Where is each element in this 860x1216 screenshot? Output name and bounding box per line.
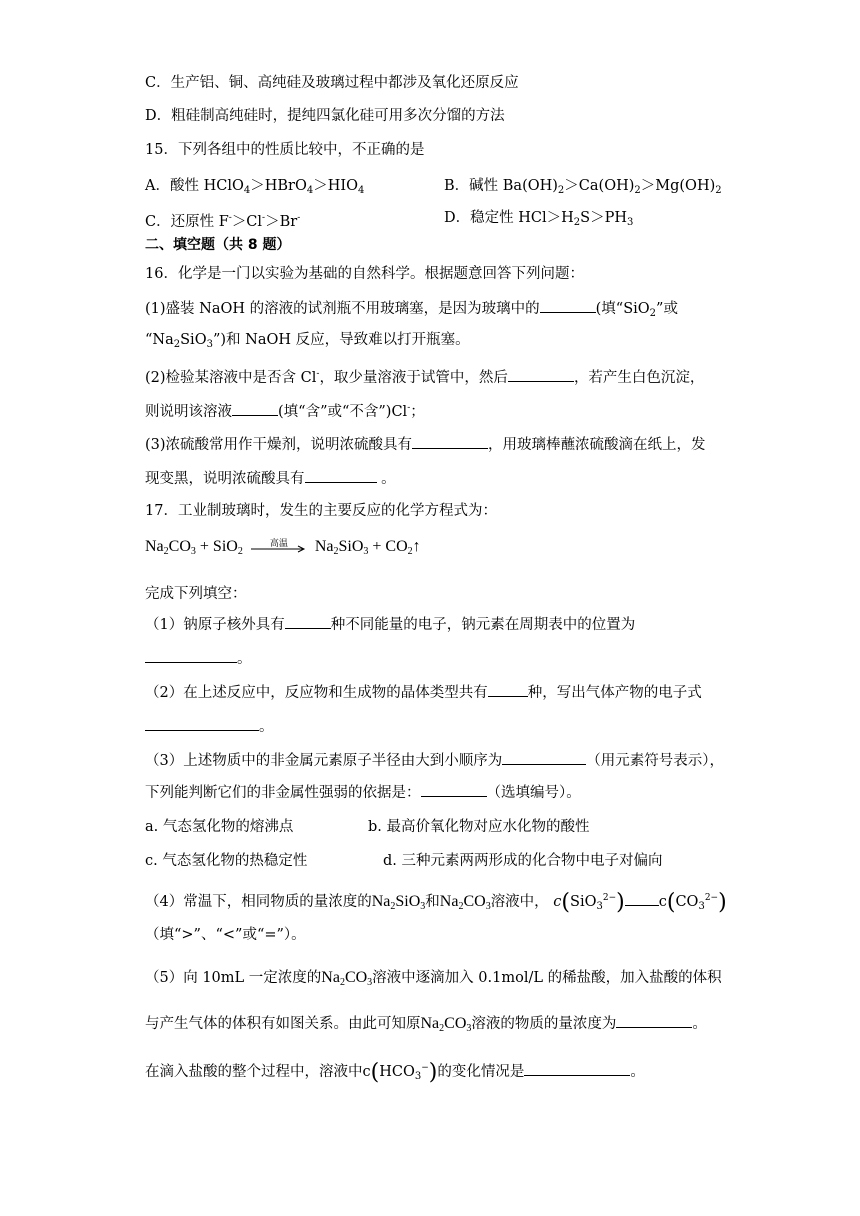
q15-option-a: A．酸性 $HClO_4>HBrO_4>HIO_4$ — [145, 178, 365, 196]
q16-part2-line1: (2)检验某溶液中是否含 Cl-，取少量溶液于试管中，然后 ，若产生白色沉淀， — [145, 369, 705, 386]
q16-part3-line2: 现变黑，说明浓硫酸具有 。 — [145, 468, 396, 489]
chemical-equation: $Na_2CO_3 + SiO_2$ 高温 $Na_2SiO_3$ + $CO_2↑$ — [145, 538, 421, 557]
choice-b: b. 最高价氧化物对应水化物的酸性 — [368, 819, 590, 835]
q17-part3-line1: （3）上述物质中的非金属元素原子半径由大到小顺序为 （用元素符号表示）， — [145, 750, 724, 771]
question-15: 15．下列各组中的性质比较中，不正确的是 — [145, 142, 425, 158]
q16-part1-line1: (1)盛装 NaOH 的溶液的试剂瓶不用玻璃塞，是因为玻璃中的 (填“SiO$_2$”或 — [145, 298, 678, 324]
section-heading: 二、填空题（共 8 题） — [145, 237, 291, 253]
q16-part1-line2: “$Na_2SiO_3$”)和 NaOH 反应，导致难以打开瓶塞。 — [145, 332, 470, 350]
q17-part2-line1: （2）在上述反应中，反应物和生成物的晶体类型共有 种，写出气体产物的电子式 — [145, 682, 702, 703]
question-16: 16．化学是一门以实验为基础的自然科学。根据题意回答下列问题： — [145, 266, 584, 282]
q15-option-c: C．还原性 F-＞Cl-＞Br- — [145, 213, 301, 230]
q17-part1-line1: （1）钠原子核外具有 种不同能量的电子，钠元素在周期表中的位置为 — [145, 614, 635, 635]
q17-part3-line2: 下列能判断它们的非金属性强弱的依据是： （选填编号）。 — [145, 782, 581, 803]
q17-part5-line2: 与产生气体的体积有如图关系。由此可知原$Na_2CO_3$溶液的物质的量浓度为 。 — [145, 1015, 707, 1034]
q16-part3-line1: (3)浓硫酸常用作干燥剂，说明浓硫酸具有 ，用玻璃棒蘸浓硫酸滴在纸上，发 — [145, 434, 706, 455]
q17-part5-line1: （5）向 10mL 一定浓度的$Na_2CO_3$溶液中逐滴加入 0.1mol/L 的稀盐酸，加入盐酸的体积 — [145, 969, 722, 988]
fill-instruction: 完成下列填空： — [145, 586, 247, 602]
option-d-text: D．粗硅制高纯硅时，提纯四氯化硅可用多次分馏的方法 — [145, 108, 505, 124]
reaction-arrow: 高温 — [251, 537, 307, 557]
q15-option-d: D．稳定性 $HCl>H_2S>PH_3$ — [444, 210, 634, 228]
choice-a: a. 气态氢化物的熔沸点 — [145, 819, 294, 835]
q17-part5-line3: 在滴入盐酸的整个过程中，溶液中$c(HCO_3^-)$的变化情况是 。 — [145, 1060, 645, 1085]
q17-part4-line1: （4）常温下，相同物质的量浓度的$Na_2SiO_3$和$Na_2CO_3$溶液中， c(SiO$_3^{2-}$) $c(CO_3^{2-})$ — [145, 890, 727, 915]
q17-part2-line2: 。 — [145, 716, 274, 737]
choice-d: d. 三种元素两两形成的化合物中电子对偏向 — [383, 853, 663, 869]
q15-option-b: B．碱性 $Ba(OH)_2>Ca(OH)_2>Mg(OH)_2$ — [444, 178, 722, 196]
choice-c: c. 气态氢化物的热稳定性 — [145, 853, 308, 869]
option-c-text: C．生产铝、铜、高纯硅及玻璃过程中都涉及氧化还原反应 — [145, 75, 519, 91]
question-17: 17．工业制玻璃时，发生的主要反应的化学方程式为： — [145, 503, 497, 519]
q17-part4-line2: （填“>”、“<”或“=”）。 — [145, 927, 306, 943]
q16-part2-line2: 则说明该溶液 (填“含”或“不含”)Cl-； — [145, 403, 425, 420]
q17-part1-line2: 。 — [145, 648, 252, 669]
